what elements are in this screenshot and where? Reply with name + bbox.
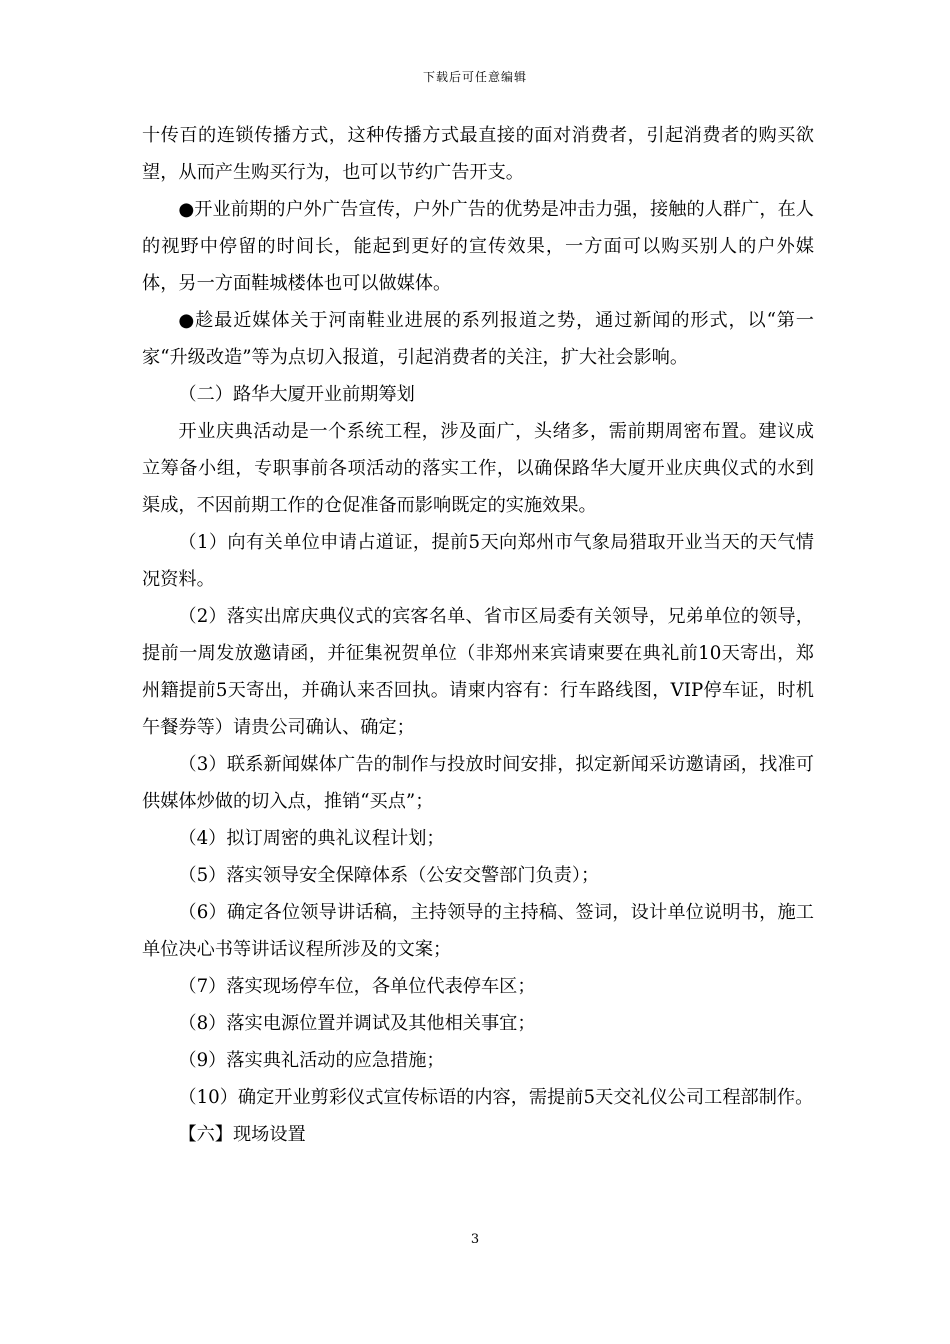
page-number: 3 [470,1232,480,1247]
list-item-9: （9）落实典礼活动的应急措施； [178,1050,445,1071]
section-heading-6: 【六】现场设置 [178,1124,306,1145]
paragraph-1: 十传百的连锁传播方式，这种传播方式最直接的面对消费者，引起消费者的购买欲望，从而产生购买行为，也可以节约广告开支。 [142,125,814,183]
list-item-10: （10）确定开业剪彩仪式宣传标语的内容，需提前5天交礼仪公司工程部制作。 [178,1087,814,1108]
document-body [142,117,814,1153]
list-item-1: （1）向有关单位申请占道证，提前5天向郑州市气象局猎取开业当天的天气情况资料。 [142,532,814,590]
list-item-8: （8）落实电源位置并调试及其他相关事宜； [178,1013,536,1034]
list-item-7: （7）落实现场停车位，各单位代表停车区； [178,976,536,997]
list-item-4: （4）拟订周密的典礼议程计划； [178,828,445,849]
list-item-3: （3）联系新闻媒体广告的制作与投放时间安排，拟定新闻采访邀请函，找准可供媒体炒做的切入点，推销“买点”； [142,754,814,812]
list-item-2: （2）落实出席庆典仪式的宾客名单、省市区局委有关领导，兄弟单位的领导，提前一周发放邀请函，并征集祝贺单位（非郑州来宾请柬要在典礼前10天寄出，郑州籍提前5天寄出，并确认来否回执。请柬内容有：行车路线图，VIP停车证，时机午餐券等）请贵公司确认、确定； [142,606,814,738]
paragraph-2: ●开业前期的户外广告宣传，户外广告的优势是冲击力强，接触的人群广，在人的视野中停留的时间长，能起到更好的宣传效果，一方面可以购买别人的户外媒体，另一方面鞋城楼体也可以做媒体。 [142,199,814,294]
section-heading-2: （二）路华大厦开业前期筹划 [178,384,415,405]
paragraph-5: 开业庆典活动是一个系统工程，涉及面广，头绪多，需前期周密布置。建议成立筹备小组，专职事前各项活动的落实工作，以确保路华大厦开业庆典仪式的水到渠成，不因前期工作的仓促准备而影响既定的实施效果。 [142,421,814,516]
paragraph-3: ●趁最近媒体关于河南鞋业进展的系列报道之势，通过新闻的形式，以“第一家“升级改造”等为点切入报道，引起消费者的关注，扩大社会影响。 [142,310,814,368]
list-item-6: （6）确定各位领导讲话稿，主持领导的主持稿、签词，设计单位说明书，施工单位决心书等讲话议程所涉及的文案； [142,902,814,960]
page-header: 下载后可任意编辑 [422,70,527,84]
list-item-5: （5）落实领导安全保障体系（公安交警部门负责）； [178,865,600,886]
